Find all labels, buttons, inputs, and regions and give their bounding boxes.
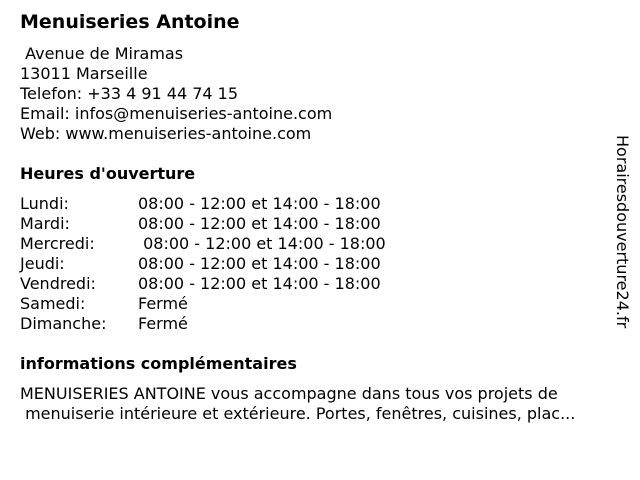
time-range: 08:00 - 12:00 et 14:00 - 18:00 (138, 254, 381, 273)
time-range: 08:00 - 12:00 et 14:00 - 18:00 (138, 234, 386, 253)
day-label: Mardi: (20, 214, 70, 233)
hours-row-tuesday (20, 214, 440, 234)
time-range: 08:00 - 12:00 et 14:00 - 18:00 (138, 194, 381, 213)
time-range: Fermé (138, 294, 188, 313)
phone-number: Telefon: +33 4 91 44 74 15 (20, 84, 239, 103)
hours-row-sunday (20, 314, 440, 334)
website: Web: www.menuiseries-antoine.com (20, 124, 312, 143)
day-label: Dimanche: (20, 314, 107, 333)
hours-row-saturday (20, 294, 440, 314)
day-label: Vendredi: (20, 274, 96, 293)
info-line: menuiserie intérieure et extérieure. Portes, fenêtres, cuisines, plac... (20, 404, 576, 423)
site-watermark: Horairesdouverture24.fr (613, 135, 632, 329)
business-name: Menuiseries Antoine (20, 11, 240, 33)
hours-row-thursday (20, 254, 440, 274)
hours-row-monday (20, 194, 440, 214)
info-description (20, 384, 630, 424)
day-label: Samedi: (20, 294, 86, 313)
opening-hours-table (20, 194, 440, 334)
address-street: Avenue de Miramas (20, 44, 184, 63)
hours-heading: Heures d'ouverture (20, 164, 196, 183)
info-heading: informations complémentaires (20, 354, 297, 373)
time-range: 08:00 - 12:00 et 14:00 - 18:00 (138, 274, 381, 293)
time-range: 08:00 - 12:00 et 14:00 - 18:00 (138, 214, 381, 233)
day-label: Lundi: (20, 194, 69, 213)
address-city: 13011 Marseille (20, 64, 148, 83)
contact-block (20, 44, 332, 144)
email-address: Email: infos@menuiseries-antoine.com (20, 104, 333, 123)
time-range: Fermé (138, 314, 188, 333)
hours-row-friday (20, 274, 440, 294)
info-line: MENUISERIES ANTOINE vous accompagne dans tous vos projets de (20, 384, 558, 403)
hours-row-wednesday (20, 234, 440, 254)
day-label: Mercredi: (20, 234, 95, 253)
day-label: Jeudi: (20, 254, 65, 273)
